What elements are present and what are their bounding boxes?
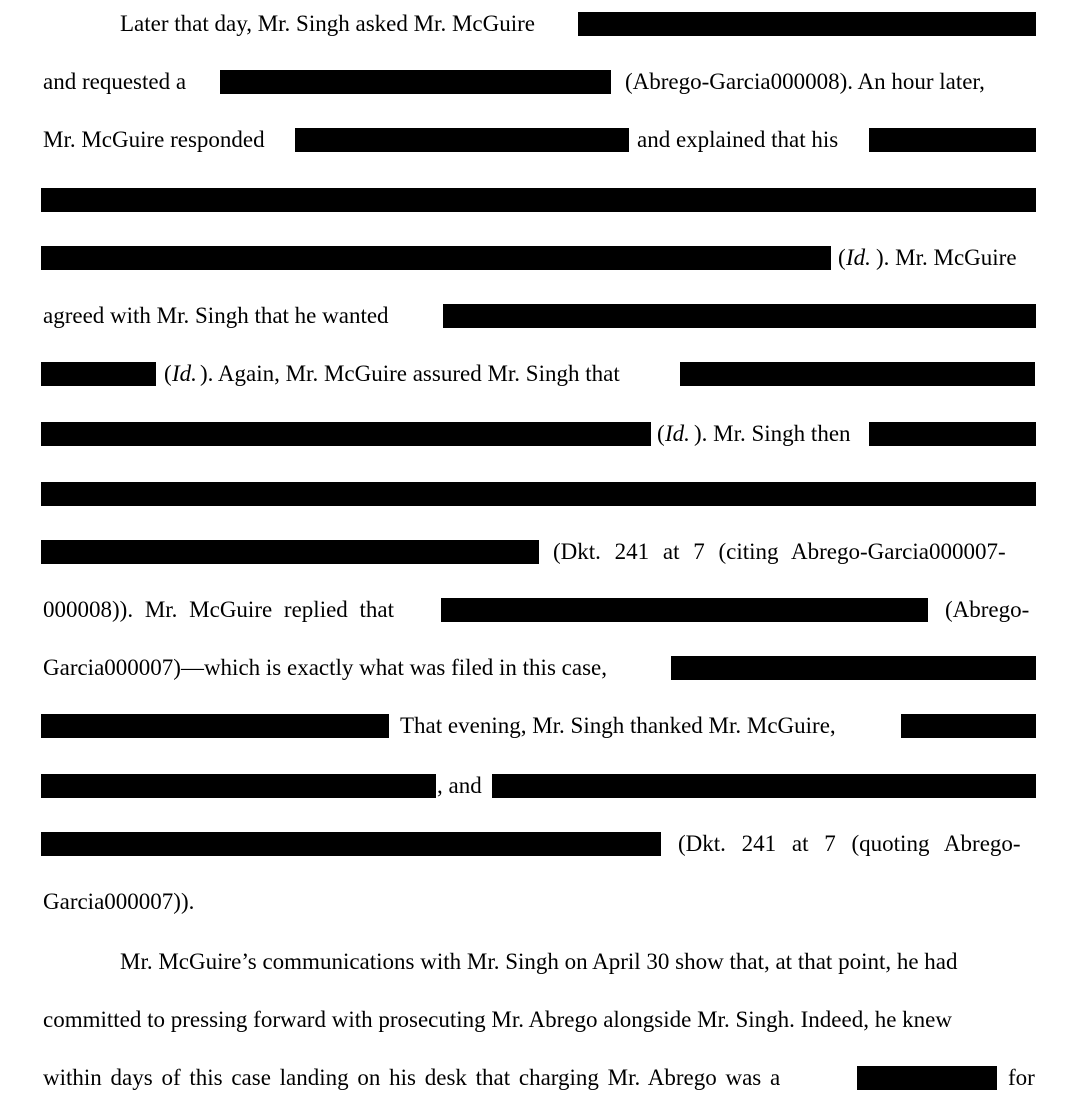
redaction-box — [492, 774, 1036, 798]
redaction-box — [41, 362, 156, 386]
text-segment: , and — [437, 773, 482, 798]
redaction-box — [441, 598, 928, 622]
text-segment: 000008)). Mr. McGuire replied that — [43, 597, 395, 622]
redaction-box — [869, 422, 1036, 446]
redaction-box — [680, 362, 1035, 386]
redaction-box — [41, 422, 651, 446]
text-segment: Garcia000007)—which is exactly what was filed in this case, — [43, 655, 607, 680]
text-segment: agreed with Mr. Singh that he wanted — [43, 303, 389, 328]
text-segment: and requested a — [43, 69, 187, 94]
text-segment: ). Mr. Singh then — [694, 421, 851, 446]
text-segment: committed to pressing forward with prosecuting Mr. Abrego alongside Mr. Singh. Indeed, he knew — [43, 1007, 952, 1032]
text-segment: (Dkt. 241 at 7 (quoting Abrego- — [678, 831, 1021, 856]
text-segment: ). Mr. McGuire — [876, 245, 1017, 270]
redaction-box — [41, 832, 661, 856]
redaction-box — [901, 714, 1036, 738]
redaction-box — [295, 128, 629, 152]
text-segment: Mr. McGuire’s communications with Mr. Singh on April 30 show that, at that point, he had — [120, 949, 958, 974]
text-segment: (Abrego-Garcia000008). An hour later, — [625, 69, 985, 94]
text-segment: (Dkt. 241 at 7 (citing Abrego-Garcia000007- — [553, 539, 1006, 564]
redaction-box — [671, 656, 1036, 680]
text-segment: ( — [164, 361, 172, 386]
text-segment: within days of this case landing on his desk that charging Mr. Abrego was a — [43, 1065, 781, 1090]
redaction-box — [857, 1066, 997, 1090]
text-segment: ( — [838, 245, 846, 270]
citation-italic: Id. — [665, 421, 690, 446]
text-segment: That evening, Mr. Singh thanked Mr. McGuire, — [400, 713, 836, 738]
citation-italic: Id. — [846, 245, 871, 270]
redaction-box — [41, 774, 436, 798]
text-segment: (Abrego- — [945, 597, 1030, 622]
text-segment: Mr. McGuire responded — [43, 127, 265, 152]
text-segment: ). Again, Mr. McGuire assured Mr. Singh that — [200, 361, 620, 386]
redaction-box — [41, 188, 1036, 212]
text-segment: for — [1008, 1065, 1035, 1090]
redaction-box — [41, 482, 1036, 506]
text-segment: and explained that his — [637, 127, 839, 152]
text-segment: Garcia000007)). — [43, 889, 195, 914]
redaction-box — [41, 246, 831, 270]
text-segment: ( — [657, 421, 665, 446]
redaction-box — [869, 128, 1036, 152]
redaction-box — [220, 70, 611, 94]
text-segment: Later that day, Mr. Singh asked Mr. McGuire — [120, 11, 535, 36]
citation-italic: Id. — [172, 361, 197, 386]
redaction-box — [41, 714, 389, 738]
redaction-box — [578, 12, 1036, 36]
redaction-box — [41, 540, 539, 564]
redaction-box — [443, 304, 1036, 328]
